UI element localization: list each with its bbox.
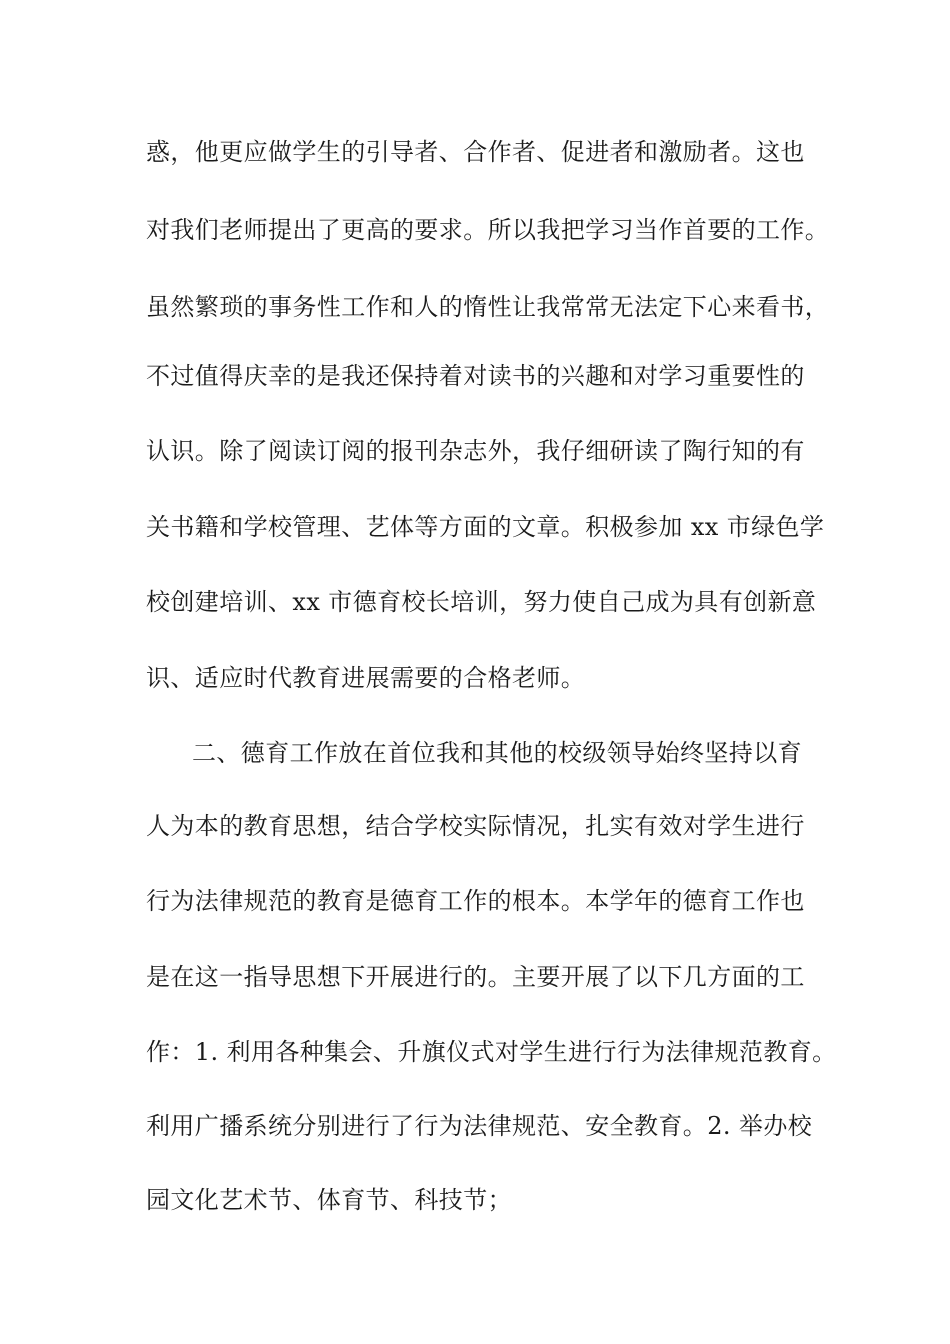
- paragraph-first-line: 二、德育工作放在首位我和其他的校级领导始终坚持以育: [192, 739, 802, 767]
- text-line: 作：1. 利用各种集会、升旗仪式对学生进行行为法律规范教育。: [146, 1038, 837, 1066]
- text-line: 行为法律规范的教育是德育工作的根本。本学年的德育工作也: [146, 887, 805, 915]
- text-line: 对我们老师提出了更高的要求。所以我把学习当作首要的工作。: [146, 216, 830, 244]
- text-line: 惑，他更应做学生的引导者、合作者、促进者和激励者。这也: [146, 138, 805, 166]
- text-line: 认识。除了阅读订阅的报刊杂志外，我仔细研读了陶行知的有: [146, 437, 805, 465]
- text-line: 人为本的教育思想，结合学校实际情况，扎实有效对学生进行: [146, 812, 805, 840]
- text-line: 是在这一指导思想下开展进行的。主要开展了以下几方面的工: [146, 963, 805, 991]
- text-line: 关书籍和学校管理、艺体等方面的文章。积极参加 xx 市绿色学: [146, 513, 825, 541]
- text-line: 虽然繁琐的事务性工作和人的惰性让我常常无法定下心来看书，: [146, 293, 830, 321]
- text-line: 不过值得庆幸的是我还保持着对读书的兴趣和对学习重要性的: [146, 362, 805, 390]
- text-line: 利用广播系统分别进行了行为法律规范、安全教育。2. 举办校: [146, 1112, 813, 1140]
- text-line: 识、适应时代教育进展需要的合格老师。: [146, 664, 586, 692]
- text-line: 园文化艺术节、体育节、科技节；: [146, 1186, 512, 1214]
- text-line: 校创建培训、xx 市德育校长培训，努力使自己成为具有创新意: [146, 588, 817, 616]
